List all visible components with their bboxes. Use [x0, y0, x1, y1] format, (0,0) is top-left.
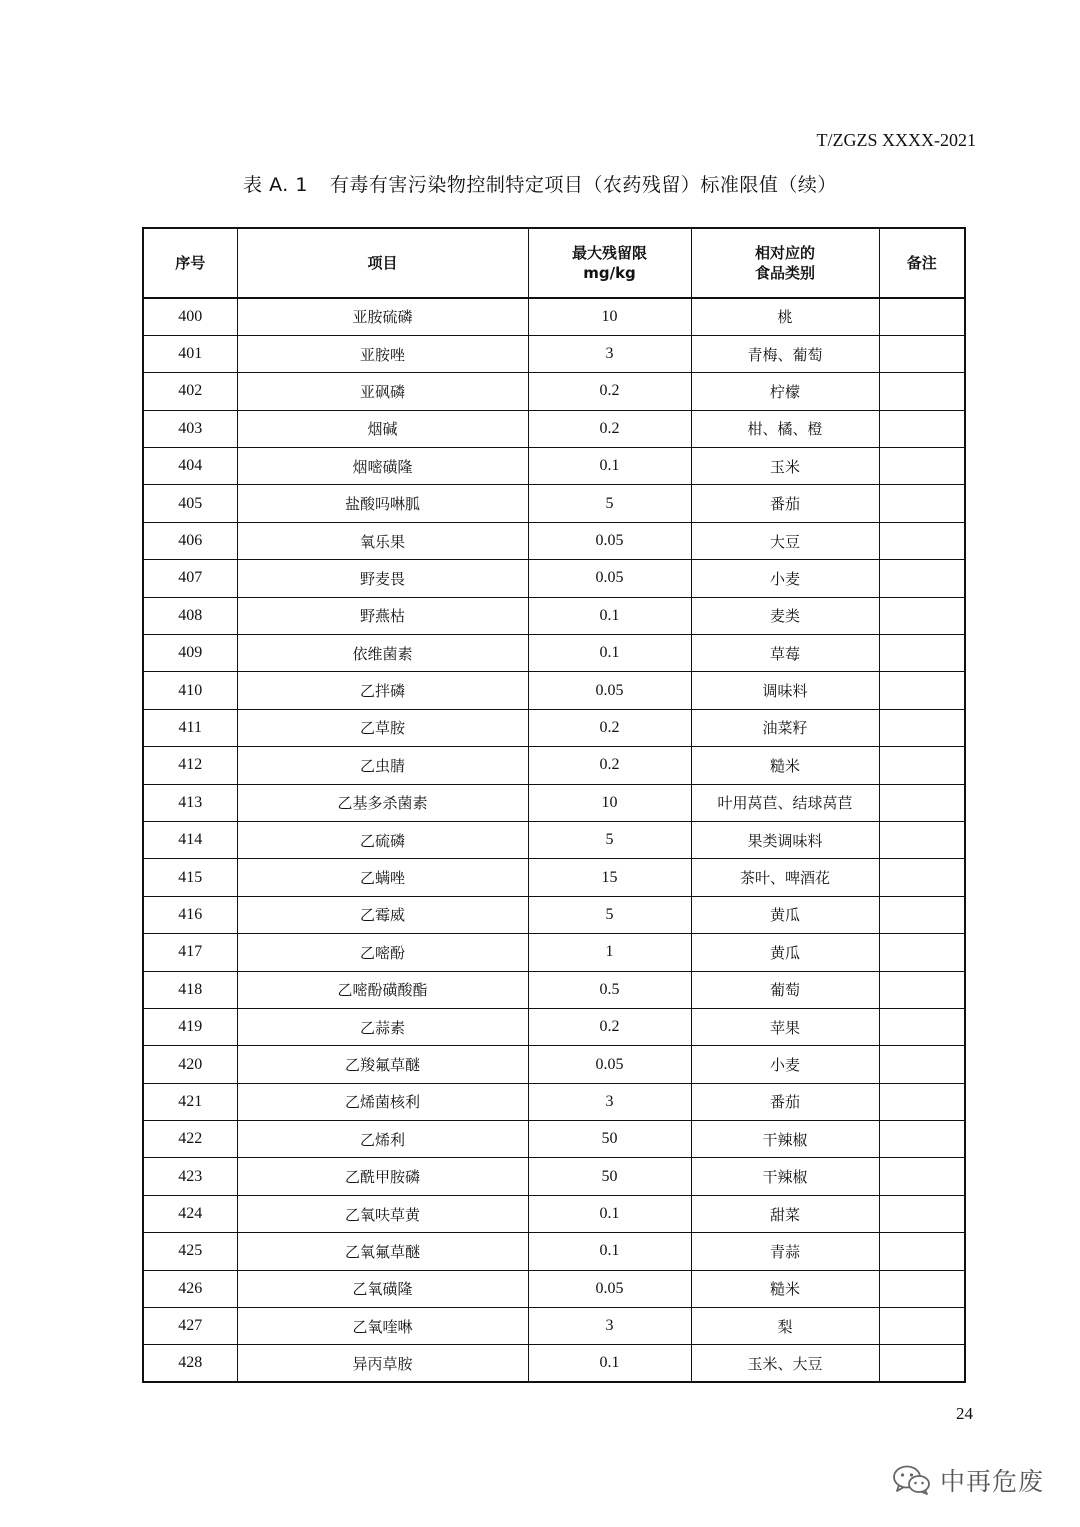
table-row: [143, 1121, 965, 1158]
table-row: [143, 859, 965, 896]
watermark: [892, 1462, 1044, 1498]
cell-food: 苹果: [691, 1008, 879, 1045]
header-mrl: [528, 228, 691, 298]
cell-mrl: 0.1: [528, 448, 691, 485]
cell-seq: 406: [143, 522, 237, 559]
cell-mrl: 0.2: [528, 410, 691, 447]
cell-item: 乙嘧酚磺酸酯: [237, 971, 528, 1008]
wechat-icon: [892, 1464, 932, 1496]
cell-food: 干辣椒: [691, 1121, 879, 1158]
cell-mrl: 5: [528, 485, 691, 522]
cell-mrl: 0.2: [528, 747, 691, 784]
cell-item: 氧乐果: [237, 522, 528, 559]
table-row: [143, 896, 965, 933]
cell-item: 亚砜磷: [237, 373, 528, 410]
cell-mrl: 0.05: [528, 672, 691, 709]
cell-food: 梨: [691, 1308, 879, 1345]
cell-item: 乙霉威: [237, 896, 528, 933]
cell-seq: 427: [143, 1308, 237, 1345]
cell-note: [879, 373, 965, 410]
table-row: [143, 1270, 965, 1307]
table-caption: [0, 170, 1080, 197]
cell-food: 糙米: [691, 747, 879, 784]
cell-note: [879, 971, 965, 1008]
cell-food: 番茄: [691, 485, 879, 522]
table-row: [143, 485, 965, 522]
cell-seq: 417: [143, 934, 237, 971]
cell-mrl: 0.05: [528, 560, 691, 597]
cell-mrl: 50: [528, 1121, 691, 1158]
cell-note: [879, 934, 965, 971]
table-row: [143, 1308, 965, 1345]
cell-mrl: 0.1: [528, 597, 691, 634]
cell-item: 盐酸吗啉胍: [237, 485, 528, 522]
header-mrl-label: 最大残留限: [571, 244, 647, 262]
cell-item: 乙硫磷: [237, 821, 528, 858]
cell-note: [879, 1083, 965, 1120]
cell-seq: 416: [143, 896, 237, 933]
cell-item: 乙烯菌核利: [237, 1083, 528, 1120]
cell-note: [879, 1121, 965, 1158]
cell-seq: 404: [143, 448, 237, 485]
cell-food: 糙米: [691, 1270, 879, 1307]
cell-item: 异丙草胺: [237, 1345, 528, 1382]
cell-item: 乙基多杀菌素: [237, 784, 528, 821]
cell-mrl: 0.2: [528, 373, 691, 410]
cell-item: 乙拌磷: [237, 672, 528, 709]
cell-note: [879, 859, 965, 896]
cell-note: [879, 896, 965, 933]
cell-seq: 419: [143, 1008, 237, 1045]
cell-food: 草莓: [691, 635, 879, 672]
cell-item: 乙氧氟草醚: [237, 1233, 528, 1270]
cell-mrl: 10: [528, 784, 691, 821]
cell-seq: 414: [143, 821, 237, 858]
cell-food: 番茄: [691, 1083, 879, 1120]
cell-mrl: 0.05: [528, 522, 691, 559]
cell-item: 乙烯利: [237, 1121, 528, 1158]
table-row: [143, 1195, 965, 1232]
cell-food: 叶用莴苣、结球莴苣: [691, 784, 879, 821]
table-caption-number: 表 A. 1: [243, 174, 308, 196]
cell-mrl: 1: [528, 934, 691, 971]
cell-mrl: 3: [528, 335, 691, 372]
cell-mrl: 0.1: [528, 1345, 691, 1382]
table-row: [143, 560, 965, 597]
cell-item: 乙氧喹啉: [237, 1308, 528, 1345]
cell-seq: 408: [143, 597, 237, 634]
cell-seq: 403: [143, 410, 237, 447]
cell-food: 黄瓜: [691, 934, 879, 971]
cell-note: [879, 821, 965, 858]
table-caption-title: 有毒有害污染物控制特定项目（农药残留）标准限值（续）: [329, 174, 837, 196]
cell-mrl: 0.1: [528, 635, 691, 672]
header-food-line1: 相对应的: [754, 244, 815, 262]
cell-item: 烟碱: [237, 410, 528, 447]
cell-mrl: 0.2: [528, 709, 691, 746]
cell-note: [879, 410, 965, 447]
table-row: [143, 1008, 965, 1045]
cell-note: [879, 635, 965, 672]
cell-note: [879, 335, 965, 372]
cell-food: 干辣椒: [691, 1158, 879, 1195]
table-row: [143, 784, 965, 821]
cell-mrl: 0.5: [528, 971, 691, 1008]
cell-food: 黄瓜: [691, 896, 879, 933]
cell-seq: 412: [143, 747, 237, 784]
cell-food: 大豆: [691, 522, 879, 559]
cell-item: 烟嘧磺隆: [237, 448, 528, 485]
cell-item: 依维菌素: [237, 635, 528, 672]
table-row: [143, 1233, 965, 1270]
cell-food: 青蒜: [691, 1233, 879, 1270]
cell-food: 青梅、葡萄: [691, 335, 879, 372]
cell-note: [879, 1233, 965, 1270]
cell-seq: 405: [143, 485, 237, 522]
cell-mrl: 5: [528, 821, 691, 858]
cell-seq: 407: [143, 560, 237, 597]
cell-note: [879, 784, 965, 821]
cell-seq: 424: [143, 1195, 237, 1232]
cell-seq: 400: [143, 298, 237, 335]
cell-item: 乙草胺: [237, 709, 528, 746]
cell-food: 麦类: [691, 597, 879, 634]
cell-item: 亚胺唑: [237, 335, 528, 372]
table-row: [143, 298, 965, 335]
cell-food: 小麦: [691, 560, 879, 597]
table-body: [143, 298, 965, 1382]
pesticide-residue-table: [142, 227, 966, 1383]
cell-mrl: 3: [528, 1083, 691, 1120]
cell-item: 亚胺硫磷: [237, 298, 528, 335]
cell-seq: 413: [143, 784, 237, 821]
header-mrl-unit: mg/kg: [583, 264, 636, 282]
cell-note: [879, 298, 965, 335]
table-row: [143, 448, 965, 485]
cell-food: 甜菜: [691, 1195, 879, 1232]
cell-food: 油菜籽: [691, 709, 879, 746]
cell-food: 小麦: [691, 1046, 879, 1083]
cell-note: [879, 1195, 965, 1232]
cell-item: 乙嘧酚: [237, 934, 528, 971]
header-seq: 序号: [143, 228, 237, 298]
cell-seq: 401: [143, 335, 237, 372]
cell-item: 乙氧呋草黄: [237, 1195, 528, 1232]
cell-seq: 421: [143, 1083, 237, 1120]
cell-item: 乙羧氟草醚: [237, 1046, 528, 1083]
cell-seq: 426: [143, 1270, 237, 1307]
cell-item: 野麦畏: [237, 560, 528, 597]
cell-seq: 422: [143, 1121, 237, 1158]
cell-food: 调味料: [691, 672, 879, 709]
cell-note: [879, 747, 965, 784]
cell-mrl: 50: [528, 1158, 691, 1195]
cell-note: [879, 672, 965, 709]
cell-note: [879, 1345, 965, 1382]
cell-seq: 411: [143, 709, 237, 746]
table-row: [143, 1345, 965, 1382]
table-row: [143, 1046, 965, 1083]
cell-seq: 415: [143, 859, 237, 896]
header-item: 项目: [237, 228, 528, 298]
watermark-text: 中再危废: [939, 1467, 1044, 1496]
table-row: [143, 1158, 965, 1195]
document-code: T/ZGZS XXXX-2021: [816, 130, 976, 150]
table-row: [143, 373, 965, 410]
cell-note: [879, 1046, 965, 1083]
table-row: [143, 1083, 965, 1120]
cell-seq: 420: [143, 1046, 237, 1083]
table-row: [143, 672, 965, 709]
table-row: [143, 821, 965, 858]
cell-food: 茶叶、啤酒花: [691, 859, 879, 896]
table-row: [143, 635, 965, 672]
cell-seq: 423: [143, 1158, 237, 1195]
page-number: 24: [956, 1404, 973, 1423]
cell-mrl: 0.1: [528, 1233, 691, 1270]
table-row: [143, 410, 965, 447]
cell-seq: 428: [143, 1345, 237, 1382]
cell-food: 柠檬: [691, 373, 879, 410]
cell-seq: 409: [143, 635, 237, 672]
table-row: [143, 934, 965, 971]
cell-seq: 402: [143, 373, 237, 410]
table-header-row: [143, 228, 965, 298]
cell-note: [879, 1008, 965, 1045]
cell-note: [879, 448, 965, 485]
cell-mrl: 0.05: [528, 1270, 691, 1307]
cell-food: 果类调味料: [691, 821, 879, 858]
header-food: [691, 228, 879, 298]
cell-note: [879, 709, 965, 746]
cell-note: [879, 560, 965, 597]
header-food-line2: 食品类别: [754, 264, 815, 282]
cell-seq: 418: [143, 971, 237, 1008]
cell-food: 柑、橘、橙: [691, 410, 879, 447]
cell-item: 乙蒜素: [237, 1008, 528, 1045]
table-row: [143, 747, 965, 784]
cell-mrl: 0.1: [528, 1195, 691, 1232]
cell-mrl: 10: [528, 298, 691, 335]
table-row: [143, 597, 965, 634]
header-note: 备注: [879, 228, 965, 298]
cell-note: [879, 522, 965, 559]
table-row: [143, 522, 965, 559]
cell-item: 野燕枯: [237, 597, 528, 634]
cell-item: 乙螨唑: [237, 859, 528, 896]
cell-mrl: 15: [528, 859, 691, 896]
cell-seq: 425: [143, 1233, 237, 1270]
cell-food: 葡萄: [691, 971, 879, 1008]
cell-mrl: 0.05: [528, 1046, 691, 1083]
cell-seq: 410: [143, 672, 237, 709]
cell-note: [879, 485, 965, 522]
table-row: [143, 709, 965, 746]
cell-note: [879, 1158, 965, 1195]
cell-note: [879, 1308, 965, 1345]
cell-item: 乙虫腈: [237, 747, 528, 784]
table-row: [143, 335, 965, 372]
cell-mrl: 0.2: [528, 1008, 691, 1045]
cell-item: 乙氧磺隆: [237, 1270, 528, 1307]
cell-mrl: 3: [528, 1308, 691, 1345]
table-row: [143, 971, 965, 1008]
cell-note: [879, 597, 965, 634]
cell-mrl: 5: [528, 896, 691, 933]
cell-item: 乙酰甲胺磷: [237, 1158, 528, 1195]
cell-food: 玉米: [691, 448, 879, 485]
cell-food: 玉米、大豆: [691, 1345, 879, 1382]
cell-food: 桃: [691, 298, 879, 335]
cell-note: [879, 1270, 965, 1307]
